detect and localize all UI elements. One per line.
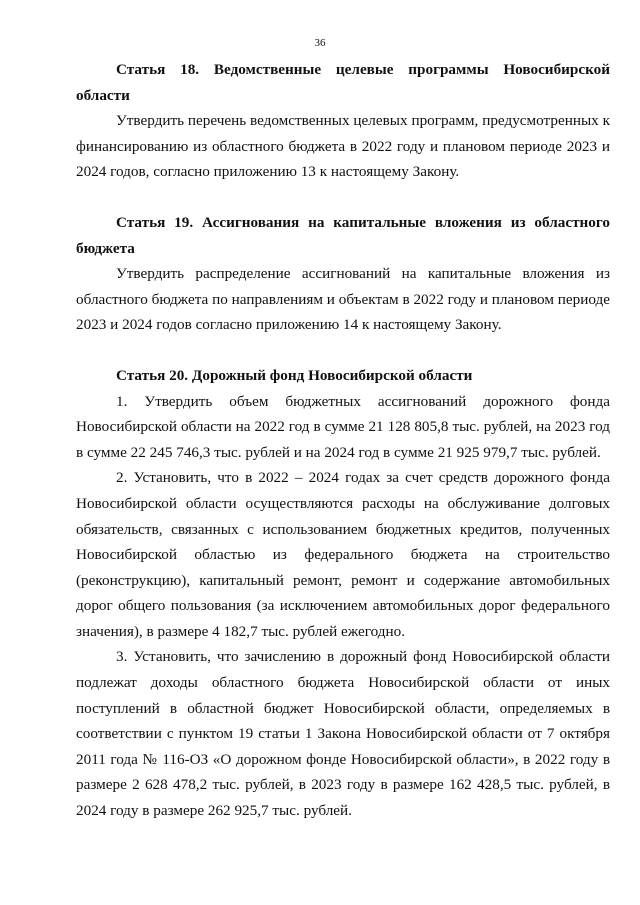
article-paragraph: Утвердить распределение ассигнований на капитальные вложения из областного бюджета по направлениям и объектам в 2022 году и плановом периоде 2023 и 2024 годов согласно приложению 14 к настоящему Закону. <box>76 265 610 334</box>
article-heading: Статья 19. Ассигнования на капитальные вложения из областного бюджета <box>76 213 610 257</box>
article-paragraph: 1. Утвердить объем бюджетных ассигнований дорожного фонда Новосибирской области на 2022 год в сумме 21 128 805,8 тыс. рублей, на 2023 год в сумме 22 245 746,3 тыс. рублей и на 2024 год в сумме 21 925 979,7 тыс. рублей. <box>76 392 610 461</box>
spacer <box>76 185 610 210</box>
article-18 <box>76 57 610 185</box>
article-19 <box>76 210 610 338</box>
article-paragraph: 3. Установить, что зачислению в дорожный фонд Новосибирской области подлежат доходы областного бюджета Новосибирской области от иных поступлений в областной бюджет Новосибирской области, определяемых в соответствии с пунктом 19 статьи 1 Закона Новосибирской области от 7 октября 2011 года № 116-ОЗ «О дорожном фонде Новосибирской области», в 2022 году в размере 2 628 478,2 тыс. рублей, в 2023 году в размере 162 428,5 тыс. рублей, в 2024 году в размере 262 925,7 тыс. рублей. <box>76 648 610 820</box>
article-heading: Статья 18. Ведомственные целевые программы Новосибирской области <box>76 61 610 104</box>
document-body <box>76 57 610 824</box>
spacer <box>76 338 610 363</box>
article-paragraph: 2. Установить, что в 2022 – 2024 годах за счет средств дорожного фонда Новосибирской области осуществляются расходы на обслуживание долговых обязательств, связанных с использованием бюджетных кредитов, полученных Новосибирской областью из федерального бюджета на строительство (реконструкцию), капитальный ремонт, ремонт и содержание автомобильных дорог общего пользования (за исключением автомобильных дорог федерального значения), в размере 4 182,7 тыс. рублей ежегодно. <box>76 469 610 640</box>
article-paragraph: Утвердить перечень ведомственных целевых программ, предусмотренных к финансированию из областного бюджета в 2022 году и плановом периоде 2023 и 2024 годов, согласно приложению 13 к настоящему Закону. <box>76 112 610 181</box>
page-number: 36 <box>314 37 326 49</box>
article-20 <box>76 363 610 824</box>
article-heading: Статья 20. Дорожный фонд Новосибирской области <box>116 366 473 384</box>
